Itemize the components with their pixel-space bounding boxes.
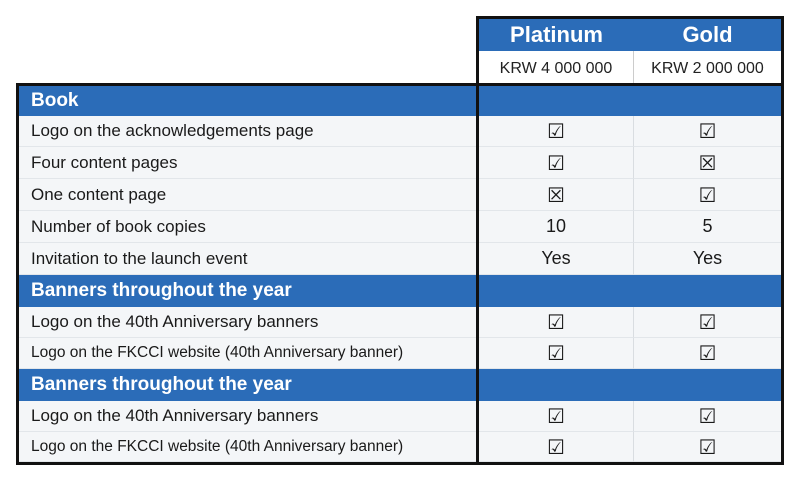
row-label-text: Logo on the 40th Anniversary banners: [31, 406, 319, 425]
row-label-text: Number of book copies: [31, 216, 206, 236]
check-icon: ☑: [547, 404, 565, 428]
value-text: 5: [702, 216, 713, 236]
check-icon: ☑: [698, 341, 717, 365]
check-icon: ☑: [698, 310, 717, 334]
row-label-text: Logo on the acknowledgements page: [31, 121, 314, 140]
row-label-text: Logo on the 40th Anniversary banners: [31, 312, 319, 331]
check-icon: ☑: [547, 150, 565, 175]
check-icon: ☑: [698, 182, 717, 207]
cross-box-icon: ☒: [547, 182, 565, 207]
tier-columns-border: [476, 16, 784, 465]
check-icon: ☑: [698, 404, 717, 428]
check-icon: ☑: [698, 119, 717, 143]
cross-box-icon: ☒: [698, 150, 717, 175]
check-icon: ☑: [547, 310, 565, 334]
value-text: Yes: [541, 248, 571, 268]
row-label-text: One content page: [31, 184, 167, 204]
section-title: Banners throughout the year: [31, 280, 292, 301]
tier-name-platinum: Platinum: [510, 22, 603, 47]
row-label-text: Invitation to the launch event: [31, 248, 248, 268]
section-title: Banners throughout the year: [31, 374, 292, 395]
check-icon: ☑: [547, 341, 565, 365]
row-label-text: Four content pages: [31, 152, 178, 172]
row-label-text: Logo on the FKCCI website (40th Anniversary banner): [31, 437, 404, 455]
check-icon: ☑: [547, 119, 565, 143]
price-text-platinum: KRW 4 000 000: [499, 59, 613, 77]
section-title: Book: [31, 90, 79, 111]
check-icon: ☑: [547, 434, 565, 459]
price-text-gold: KRW 2 000 000: [651, 59, 764, 77]
row-label-text: Logo on the FKCCI website (40th Anniversary banner): [31, 344, 404, 361]
value-text: 10: [545, 216, 567, 236]
check-icon: ☑: [698, 434, 717, 459]
value-text: Yes: [692, 248, 723, 268]
tier-name-gold: Gold: [682, 22, 733, 47]
